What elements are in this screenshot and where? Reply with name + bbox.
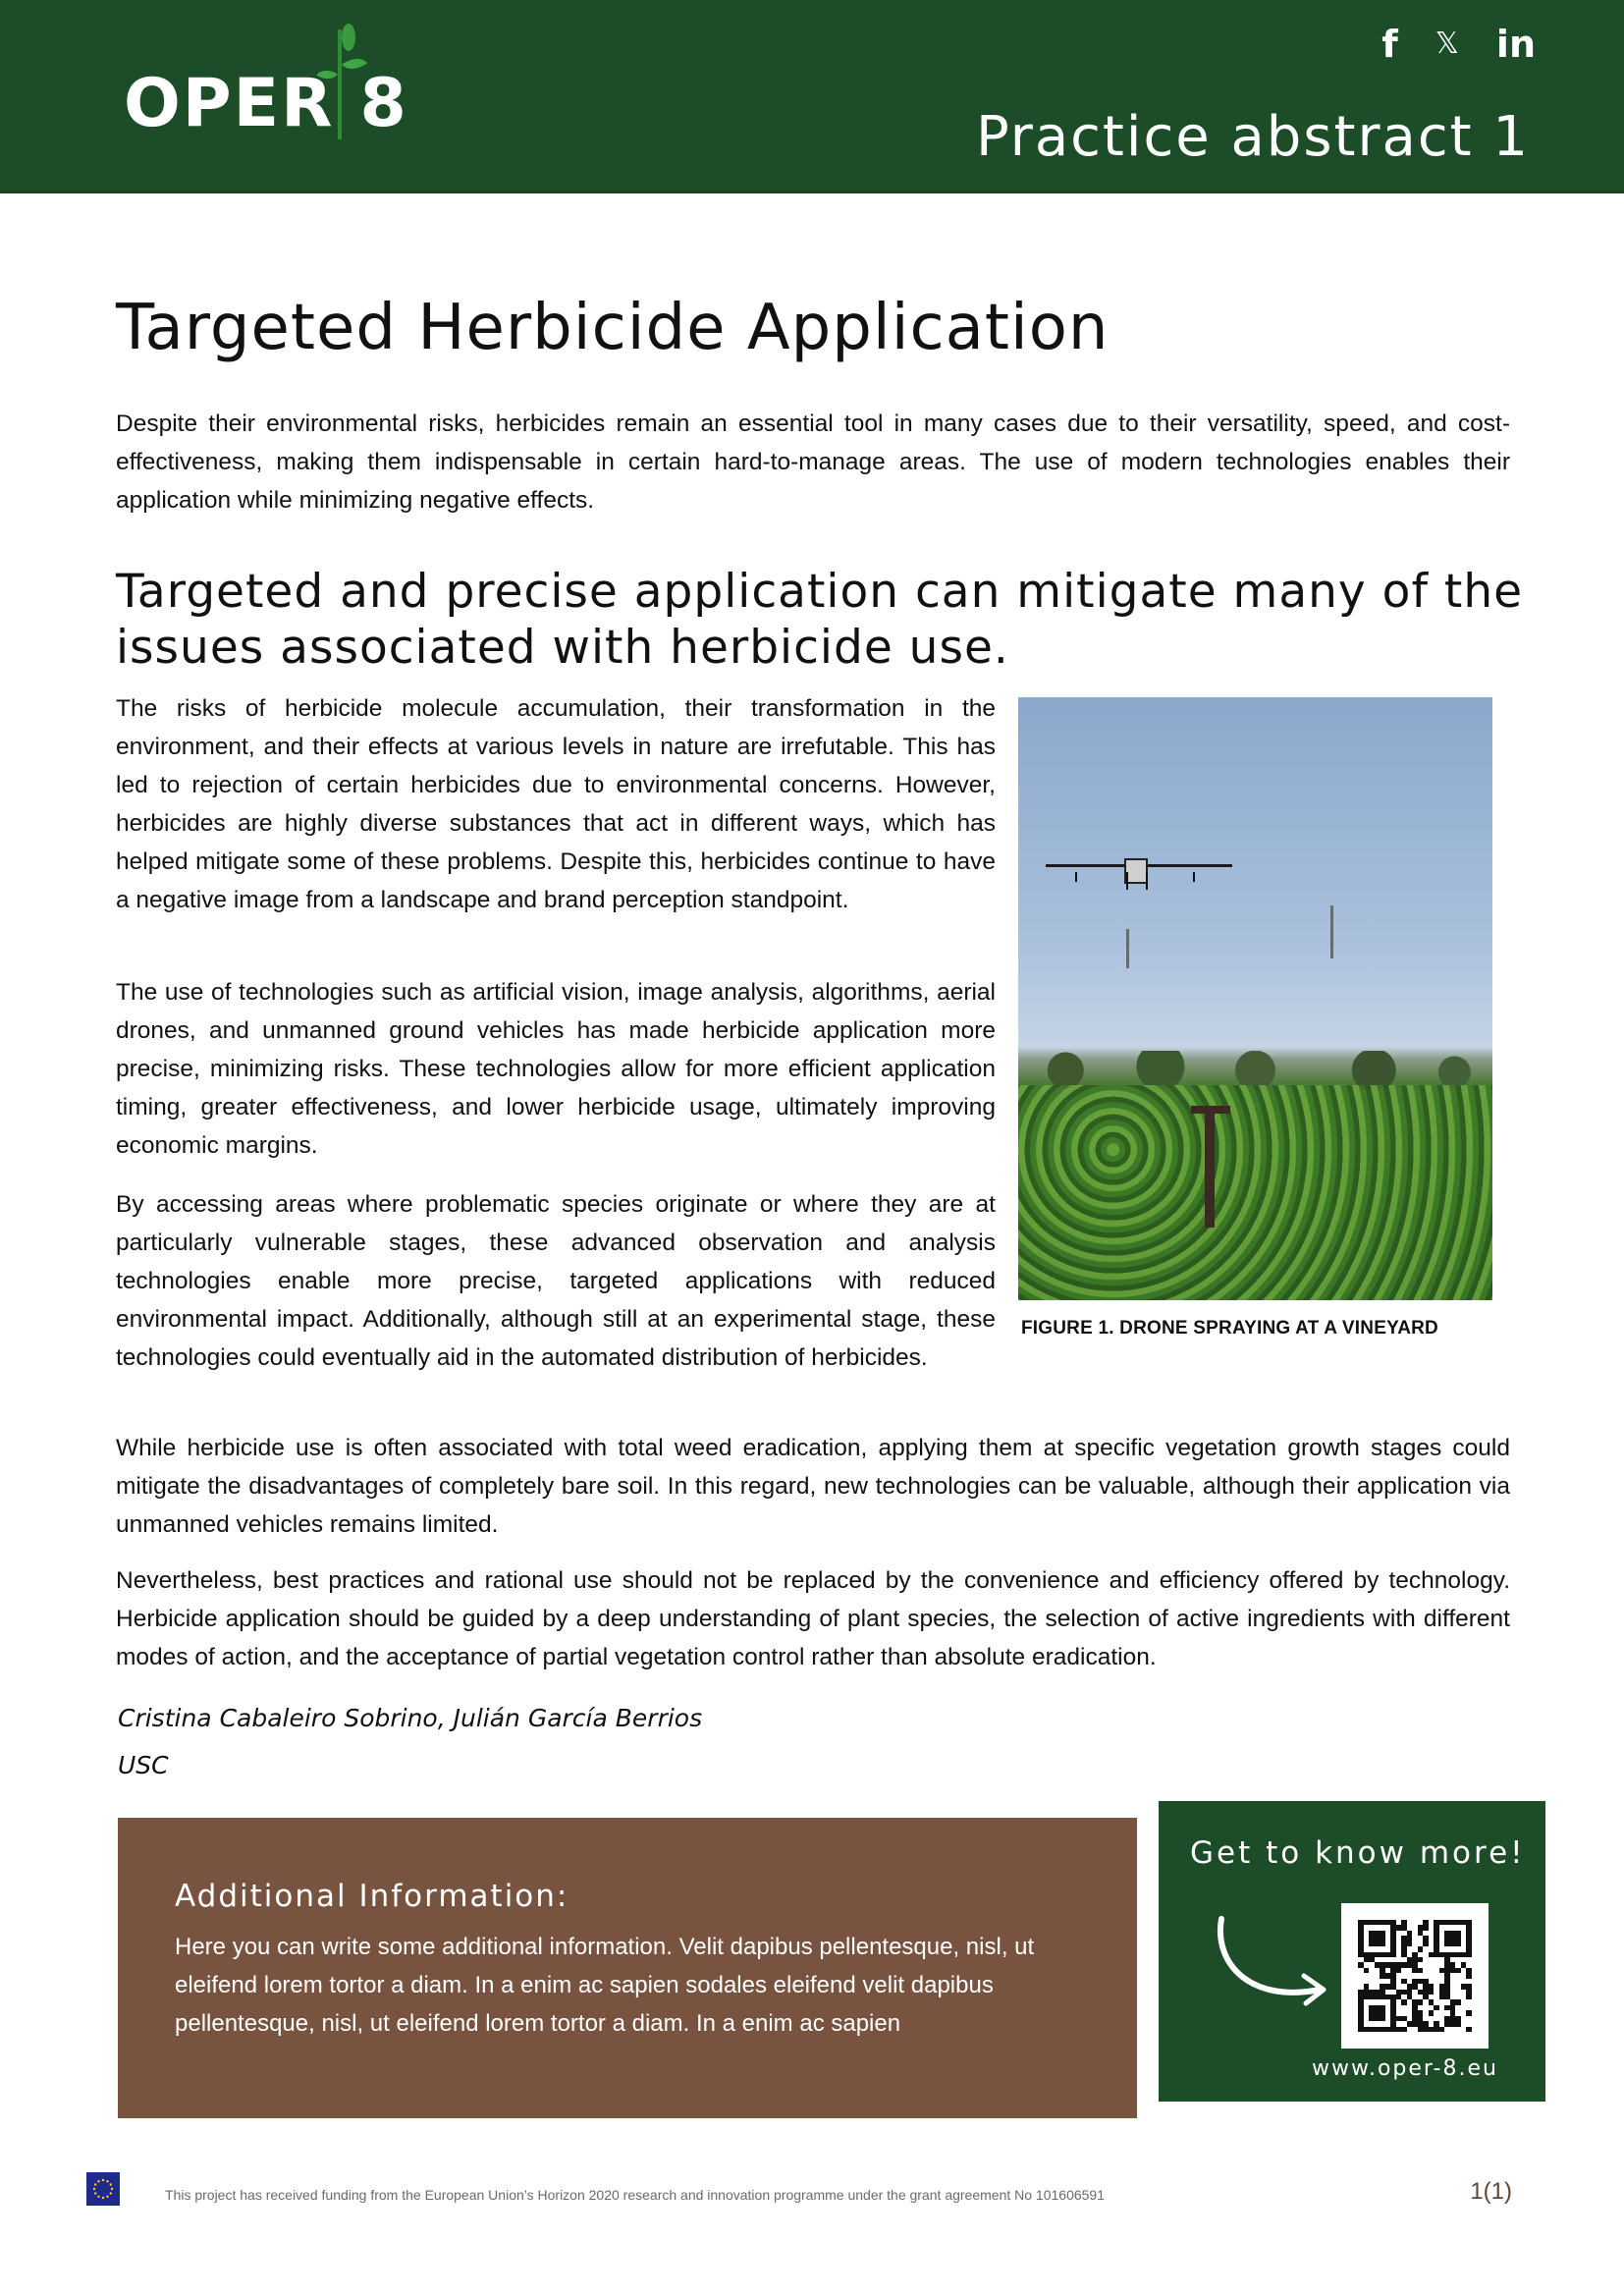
qr-code-matrix [1358, 1920, 1472, 2032]
body-paragraph-5: Nevertheless, best practices and rational use should not be replaced by the convenience and efficiency offered by technology. Herbicide application should be guided by a deep understanding of plant species, the selection of active ingredients with different modes of action, and the acceptance of partial vegetation control rather than absolute eradication. [116, 1567, 1510, 1670]
get-to-know-more-box [1159, 1801, 1545, 2102]
website-link[interactable]: www.oper-8.eu [1312, 2056, 1498, 2081]
oper8-logo [124, 20, 408, 147]
additional-info-box [118, 1818, 1137, 2118]
page-header [0, 0, 1624, 193]
funding-statement: This project has received funding from the European Union’s Horizon 2020 research and innovation programme under the grant agreement No 101606591 [165, 2187, 1105, 2203]
trees-background [1018, 1051, 1492, 1090]
qr-code-icon[interactable] [1341, 1903, 1489, 2049]
additional-info-text: Here you can write some additional information. Velit dapibus pellentesque, nisl, ut eleifend lorem tortor a diam. In a enim ac sapien sodales eleifend velit dapibus pellentesque, nisl, ut eleifend lorem tortor a diam. In a enim ac sapien [175, 1934, 1035, 2037]
leaf-icon [342, 24, 355, 51]
body-paragraph-2: The use of technologies such as artificial vision, image analysis, algorithms, aerial drones, and unmanned ground vehicles has made herbicide application more precise, minimizing risks. These technologies allow for more efficient application timing, greater effectiveness, and lower herbicide usage, ultimately improving economic margins. [116, 979, 996, 1159]
intro-paragraph: Despite their environmental risks, herbicides remain an essential tool in many cases due to their versatility, speed, and cost-effectiveness, making them indispensable in certain hard-to-manage areas. The use of modern technologies enables their application while minimizing negative effects. [116, 410, 1510, 514]
x-icon[interactable]: 𝕏 [1435, 27, 1459, 61]
practice-abstract-label: Practice abstract 1 [976, 105, 1530, 169]
social-links [1381, 23, 1536, 66]
body-paragraph-4: While herbicide use is often associated with total weed eradication, applying them at specific vegetation growth stages could mitigate the disadvantages of completely bare soil. In this regard, new technologies can be valuable, although their application via unmanned vehicles remains limited. [116, 1435, 1510, 1538]
figure-caption: FIGURE 1. DRONE SPRAYING AT A VINEYARD [1021, 1318, 1438, 1339]
page-number: 1(1) [1470, 2178, 1512, 2205]
logo-text [124, 65, 408, 142]
additional-info-title: Additional Information: [175, 1879, 569, 1914]
section-subtitle: Targeted and precise application can mitigate many of the issues associated with herbicide use. [116, 565, 1524, 675]
eu-flag-icon [86, 2172, 120, 2206]
logo-text-left: OPER [124, 65, 335, 142]
vineyard-foliage [1018, 1085, 1492, 1300]
logo-text-right: 8 [359, 65, 408, 142]
drone-icon [1036, 854, 1232, 894]
curved-arrow-icon [1212, 1915, 1349, 2013]
page-title: Targeted Herbicide Application [116, 292, 1110, 364]
linkedin-icon[interactable]: in [1495, 23, 1536, 66]
utility-pole [1126, 929, 1129, 968]
facebook-icon[interactable]: f [1381, 23, 1398, 66]
figure-drone-vineyard-image [1018, 697, 1492, 1300]
utility-pole [1330, 905, 1333, 958]
authors: Cristina Cabaleiro Sobrino, Julián García Berrios [118, 1704, 703, 1732]
get-to-know-more-title: Get to know more! [1190, 1835, 1526, 1871]
vine-post [1205, 1110, 1215, 1228]
body-paragraph-1: The risks of herbicide molecule accumulation, their transformation in the environment, and their effects at various levels in nature are irrefutable. This has led to rejection of certain herbicides due to environmental concerns. However, herbicides are highly diverse substances that act in different ways, which has helped mitigate some of these problems. Despite this, herbicides continue to have a negative image from a landscape and brand perception standpoint. [116, 695, 996, 913]
organization: USC [118, 1751, 169, 1779]
body-paragraph-3: By accessing areas where problematic species originate or where they are at particularly vulnerable stages, these advanced observation and analysis technologies enable more precise, targeted applications with reduced environmental impact. Additionally, although still at an experimental stage, these technologies could eventually aid in the automated distribution of herbicides. [116, 1191, 996, 1371]
